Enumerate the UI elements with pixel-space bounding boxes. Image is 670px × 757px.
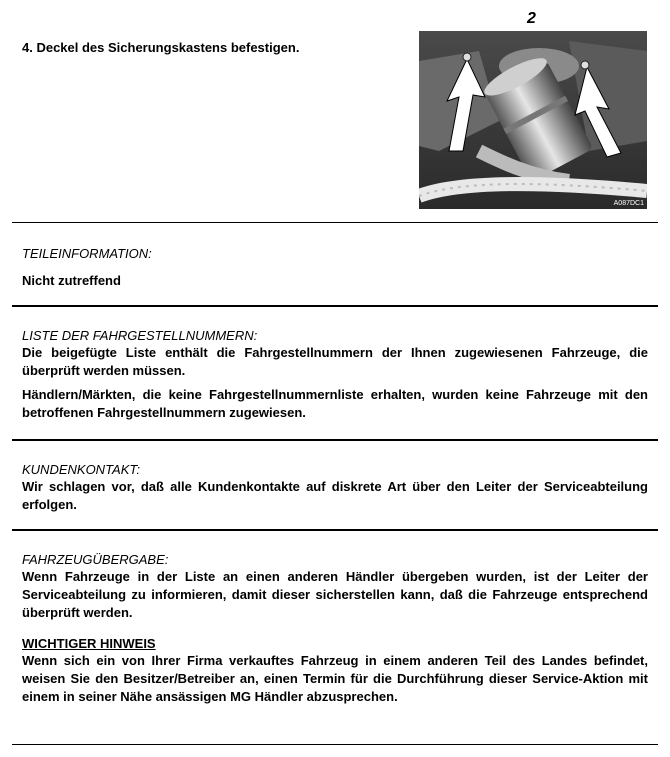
section-heading-fahrgestellnummern: LISTE DER FAHRGESTELLNUMMERN: xyxy=(22,328,258,343)
figure-number: 2 xyxy=(527,10,536,27)
section-heading-fahrzeuguebergabe: FAHRZEUGÜBERGABE: xyxy=(22,552,169,567)
wichtiger-hinweis-text: Wenn sich ein von Ihrer Firma verkauftes Fahrzeug in einem anderen Teil des Landes befindet, weisen Sie den Besitzer/Betreiber an, einen Termin für die Durchführung dieser Service-Aktion mit einem in seiner Nähe ansässigen MG Händler abzusprechen. xyxy=(22,653,648,704)
engine-bay-photo xyxy=(419,31,647,209)
wichtiger-hinweis-heading: WICHTIGER HINWEIS xyxy=(22,636,156,651)
engine-bay-illustration xyxy=(419,31,647,209)
uebergabe-text: Wenn Fahrzeuge in der Liste an einen anderen Händler übergeben wurden, ist der Leiter der Serviceabteilung zu informieren, damit dieser sicherstellen kann, daß die Fahrzeuge entsprechend überprüft werden. xyxy=(22,569,648,620)
divider xyxy=(12,305,658,307)
divider xyxy=(12,529,658,531)
step-4-instruction: 4. Deckel des Sicherungskastens befestigen. xyxy=(22,40,300,55)
divider xyxy=(12,744,658,745)
section-heading-kundenkontakt: KUNDENKONTAKT: xyxy=(22,462,140,477)
fahrgestell-paragraph-1: Die beigefügte Liste enthält die Fahrgestellnummern der Ihnen zugewiesenen Fahrzeuge, die überprüft werden müssen. xyxy=(22,345,648,378)
divider xyxy=(12,439,658,441)
divider xyxy=(12,222,658,223)
photo-code: A087DC1 xyxy=(613,200,644,207)
teileinformation-text: Nicht zutreffend xyxy=(22,273,121,288)
section-heading-teileinformation: TEILEINFORMATION: xyxy=(22,246,152,261)
kundenkontakt-text: Wir schlagen vor, daß alle Kundenkontakte auf diskrete Art über den Leiter der Serviceabteilung erfolgen. xyxy=(22,479,648,512)
fahrgestell-paragraph-2: Händlern/Märkten, die keine Fahrgestellnummernliste erhalten, wurden keine Fahrzeuge mit den betroffenen Fahrgestellnummern zugewiesen. xyxy=(22,387,648,420)
